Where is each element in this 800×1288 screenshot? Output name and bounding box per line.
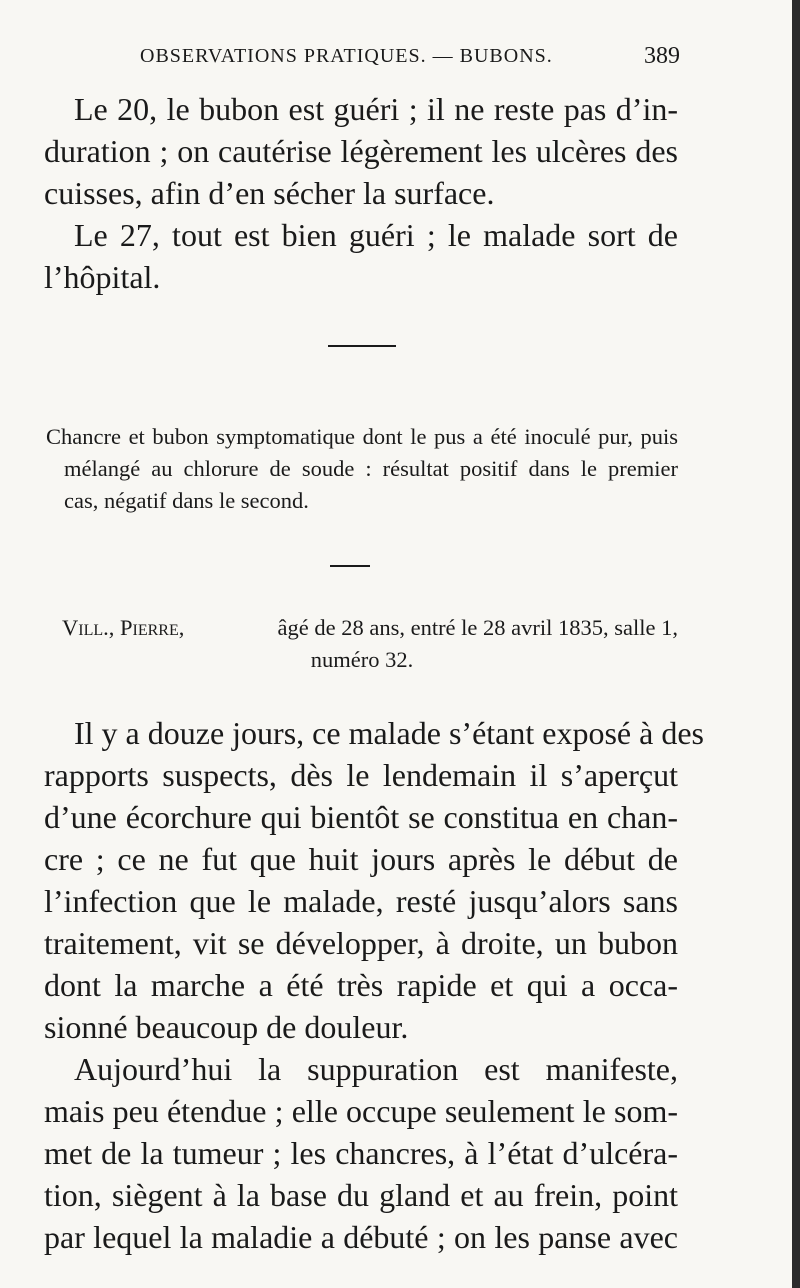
paragraph-line: mais peu étendue ; elle occupe seulement le som-	[44, 1093, 678, 1129]
paragraph-line: Il y a douze jours, ce malade s’étant exposé à des	[74, 715, 704, 751]
paragraph-line: met de la tumeur ; les chancres, à l’état d’ulcéra-	[44, 1135, 678, 1171]
patient-details: âgé de 28 ans, entré le 28 avril 1835, salle 1,	[277, 615, 678, 640]
paragraph-line: dont la marche a été très rapide et qui a occa-	[44, 967, 678, 1003]
paragraph-line: l’hôpital.	[44, 259, 161, 295]
running-title: OBSERVATIONS PRATIQUES. — BUBONS.	[140, 44, 553, 67]
paragraph-line: Le 20, le bubon est guéri ; il ne reste pas d’in-	[74, 91, 678, 127]
paragraph-line: tion, siègent à la base du gland et au frein, point	[44, 1177, 678, 1213]
paragraph-line: Le 27, tout est bien guéri ; le malade sort de	[74, 217, 678, 253]
case-heading-line: Chancre et bubon symptomatique dont le pus a été inoculé pur, puis	[46, 424, 678, 449]
paragraph-line: rapports suspects, dès le lendemain il s’aperçut	[44, 757, 678, 793]
paragraph-line: Aujourd’hui la suppuration est manifeste,	[74, 1051, 678, 1087]
patient-name: Vill., Pierre,	[62, 615, 185, 640]
short-divider	[330, 565, 370, 567]
page-edge	[792, 0, 800, 1288]
running-header	[140, 36, 680, 76]
page-number: 389	[644, 42, 680, 69]
paragraph-line: l’infection que le malade, resté jusqu’alors sans	[44, 883, 678, 919]
case-heading-line: mélangé au chlorure de soude : résultat positif dans le premier	[64, 456, 678, 481]
paragraph-line: duration ; on cautérise légèrement les ulcères des	[44, 133, 678, 169]
patient-bed: numéro 32.	[310, 647, 414, 672]
section-divider	[328, 345, 396, 347]
case-heading-line: cas, négatif dans le second.	[64, 488, 309, 513]
paragraph-line: par lequel la maladie a débuté ; on les panse avec	[44, 1219, 678, 1255]
paragraph-line: traitement, vit se développer, à droite, un bubon	[44, 925, 678, 961]
paragraph-line: d’une écorchure qui bientôt se constitua en chan-	[44, 799, 678, 835]
paragraph-line: sionné beaucoup de douleur.	[44, 1009, 409, 1045]
paragraph-line: cuisses, afin d’en sécher la surface.	[44, 175, 495, 211]
patient-line	[62, 612, 678, 644]
paragraph-line: cre ; ce ne fut que huit jours après le début de	[44, 841, 678, 877]
